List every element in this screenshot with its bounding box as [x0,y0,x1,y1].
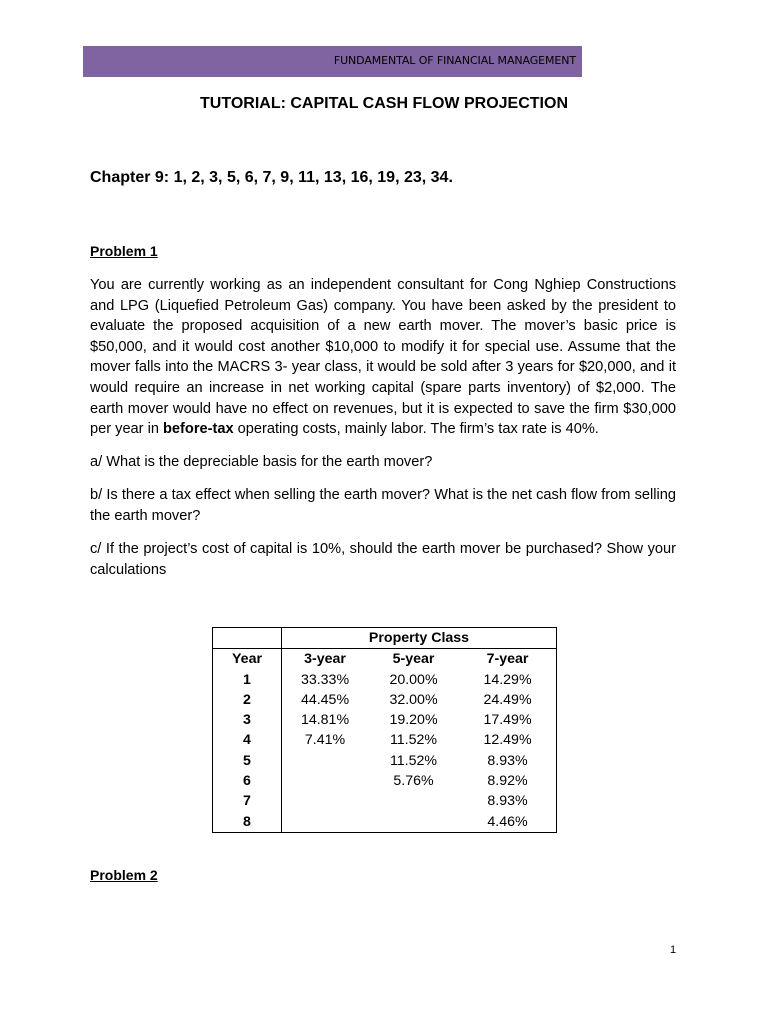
rate-7-year-cell: 8.92% [487,773,528,790]
header-banner [83,46,582,77]
rate-3-year-cell [282,812,369,833]
problem-2-heading: Problem 2 [90,867,158,883]
rate-7-year-cell: 17.49% [483,712,532,729]
question-b: b/ Is there a tax effect when selling the earth mover? What is the net cash flow from selling the earth mover? [90,487,676,524]
year-cell: 1 [213,670,282,690]
rate-3-year-cell: 14.81% [300,712,350,729]
rate-5-year-cell: 11.52% [389,752,438,769]
question-a: a/ What is the depreciable basis for the earth mover? [90,454,433,470]
rate-7-year-cell: 14.29% [483,671,532,688]
year-cell: 7 [213,791,282,811]
rate-7-year-cell: 4.46% [487,813,528,830]
year-cell: 8 [213,812,282,833]
year-cell: 4 [213,730,282,750]
table-row [213,710,557,730]
rate-7-year-cell: 8.93% [487,793,528,810]
problem-1-body-text: You are currently working as an independent consultant for Cong Nghiep Constructions and LPG (Liquefied Petroleum Gas) company. You have been asked by the president to evaluate the proposed acquisition of a new earth mover. The mover’s basic price is $50,000, and it would cost another $10,000 to modify it for special use. Assume that the mover falls into the MACRS 3- year class, it would be sold after 3 years for $20,000, and it would require an increase in net working capital (spare parts inventory) of $2,000. The earth mover would have no effect on revenues, but it is expected to save the firm $30,000 per year in [90,277,676,438]
problem-1-heading: Problem 1 [90,243,158,259]
rate-3-year-cell [282,791,369,811]
rate-5-year-cell: 32.00% [389,691,438,708]
class-3-year-header: 3-year [304,651,346,668]
rate-5-year-cell: 20.00% [389,671,438,688]
table-row [213,730,557,750]
rate-3-year-cell: 7.41% [304,732,346,749]
rate-7-year-cell: 24.49% [483,691,532,708]
year-cell: 6 [213,771,282,791]
rate-7-year-cell: 8.93% [487,752,528,769]
rate-3-year-cell: 44.45% [300,691,350,708]
rate-5-year-cell [368,812,459,833]
question-c: c/ If the project’s cost of capital is 10%, should the earth mover be purchased? Show your calculations [90,541,676,578]
rate-5-year-cell: 19.20% [389,712,438,729]
table-row [213,791,557,811]
rate-7-year-cell: 12.49% [483,732,532,749]
rate-5-year-cell: 11.52% [389,732,438,749]
class-5-year-header: 5-year [392,651,435,668]
page-number: 1 [670,944,677,956]
page-title: TUTORIAL: CAPITAL CASH FLOW PROJECTION [200,95,568,112]
macrs-depreciation-table [212,627,557,833]
problem-1-body [90,275,676,440]
table-row [213,670,557,690]
rate-5-year-cell: 5.76% [393,773,434,790]
year-cell: 3 [213,710,282,730]
header-banner-text: FUNDAMENTAL OF FINANCIAL MANAGEMENT [333,54,576,67]
year-cell: 2 [213,690,282,710]
problem-1-body-text-end: operating costs, mainly labor. The firm’s tax rate is 40%. [233,421,599,438]
table-group-header-row [213,628,557,649]
rate-5-year-cell [368,791,459,811]
year-cell: 5 [213,751,282,771]
chapter-exercise-list: Chapter 9: 1, 2, 3, 5, 6, 7, 9, 11, 13, 16, 19, 23, 34. [90,169,453,186]
class-7-year-header: 7-year [486,651,529,668]
rate-3-year-cell [282,771,369,791]
rate-3-year-cell [282,751,369,771]
table-row [213,812,557,833]
problem-1-body-bold: before-tax [163,421,234,438]
property-class-header: Property Class [282,628,557,649]
table-row [213,771,557,791]
table-column-header-row [213,649,557,670]
rate-3-year-cell: 33.33% [300,671,350,688]
year-column-header: Year [213,649,282,670]
table-corner-cell [213,628,282,649]
table-row [213,751,557,771]
table-row [213,690,557,710]
